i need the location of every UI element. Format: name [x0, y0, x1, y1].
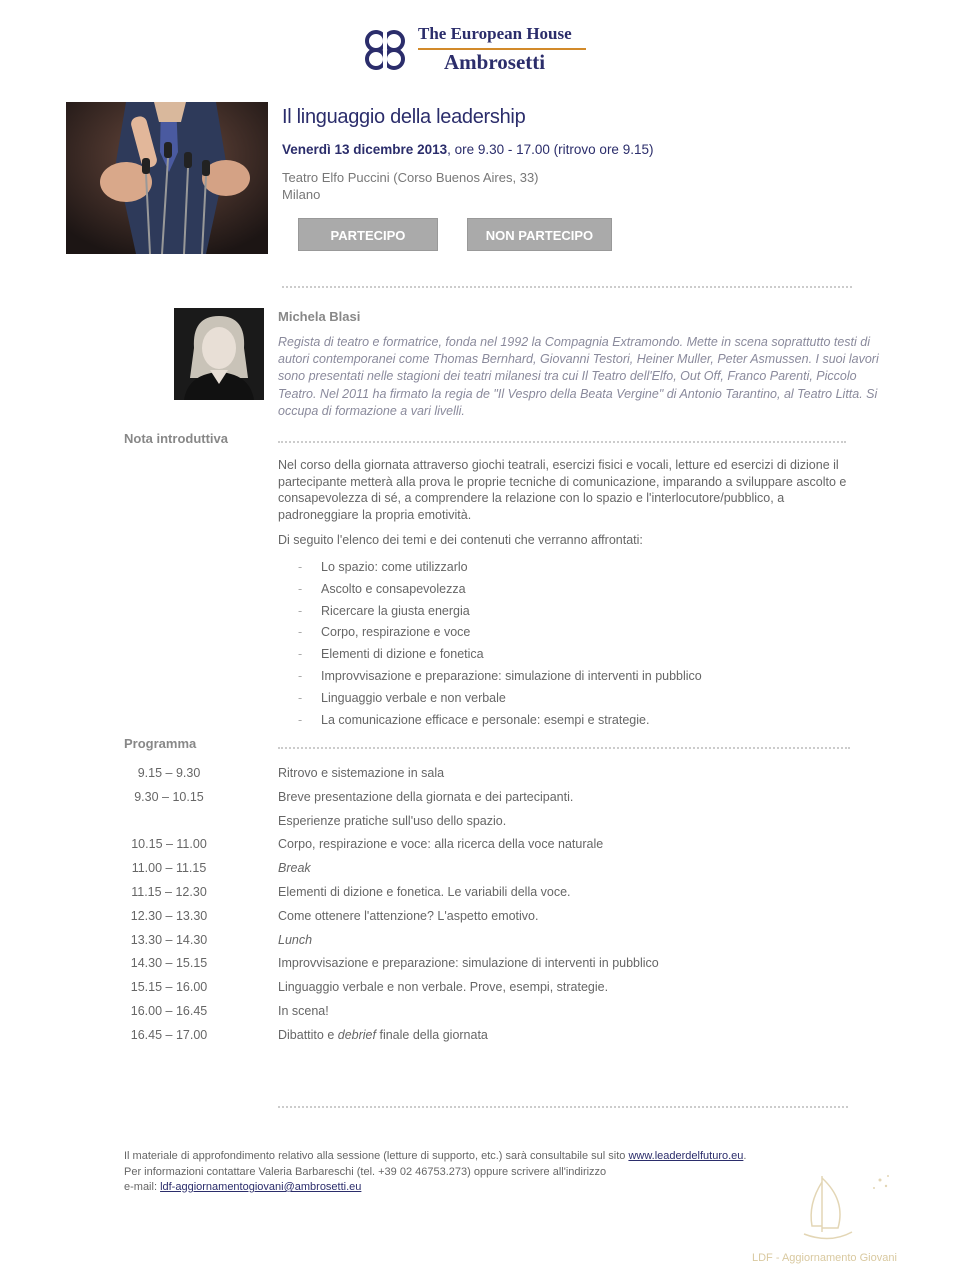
- sailboat-icon: [800, 1170, 910, 1250]
- ambrosetti-logo-icon: [362, 28, 412, 72]
- topic-label: Lo spazio: come utilizzarlo: [321, 560, 468, 574]
- schedule-time: 9.15 – 9.30: [137, 766, 201, 780]
- speaker-photo: [174, 308, 264, 400]
- schedule-row: [124, 980, 884, 1004]
- topic-item: [298, 688, 702, 710]
- schedule-activity: Improvvisazione e preparazione: simulazione di interventi in pubblico: [278, 956, 659, 971]
- topic-label: Linguaggio verbale e non verbale: [321, 690, 506, 705]
- footer-contact-text: Per informazioni contattare Valeria Barbareschi (tel. +39 02 46753.273) oppure scrivere all'indirizzo: [124, 1165, 607, 1178]
- divider-bottom: [278, 1106, 848, 1108]
- schedule-time: 9.30 – 10.15: [134, 789, 204, 804]
- schedule-time: 10.15 – 11.00: [131, 837, 207, 852]
- topic-label: Ricercare la giusta energia: [321, 603, 470, 618]
- schedule-row: [124, 766, 884, 790]
- schedule-row: [124, 933, 884, 957]
- intro-label: Nota introduttiva: [124, 431, 228, 446]
- intro-lead: Di seguito l'elenco dei temi e dei contenuti che verranno affrontati:: [278, 533, 643, 547]
- topic-item: [298, 666, 702, 688]
- dash-bullet: -: [298, 625, 303, 640]
- footer-email-label: e-mail:: [124, 1181, 161, 1193]
- footer-materials-end: .: [743, 1150, 747, 1162]
- divider-intro: [278, 441, 846, 443]
- event-title: Il linguaggio della leadership: [282, 106, 526, 128]
- topics-list: [298, 557, 702, 731]
- schedule-activity: Corpo, respirazione e voce: alla ricerca della voce naturale: [278, 837, 604, 852]
- divider-program: [278, 747, 850, 749]
- footer-site-link[interactable]: www.leaderdelfuturo.eu: [628, 1150, 744, 1162]
- program-label: Programma: [124, 736, 197, 751]
- schedule-table: [124, 766, 884, 1052]
- schedule-row: [124, 885, 884, 909]
- schedule-activity: Come ottenere l'attenzione? L'aspetto emotivo.: [278, 908, 539, 923]
- schedule-time: 12.30 – 13.30: [130, 908, 208, 923]
- footer-materials-text: Il materiale di approfondimento relativo alla sessione (letture di supporto, etc.) sarà consultabile sul sito: [124, 1150, 629, 1162]
- topic-item: [298, 601, 702, 623]
- event-venue: Teatro Elfo Puccini (Corso Buenos Aires, 33): [282, 170, 539, 185]
- ambrosetti-logo: [362, 24, 592, 76]
- schedule-row: [124, 909, 884, 933]
- speaker-name: Michela Blasi: [278, 309, 361, 324]
- footer-info: [124, 1149, 844, 1196]
- schedule-time: 11.15 – 12.30: [131, 884, 207, 899]
- dash-bullet: -: [298, 581, 303, 596]
- event-city: Milano: [282, 187, 321, 202]
- schedule-time: 16.45 – 17.00: [130, 1027, 208, 1042]
- dash-bullet: -: [298, 712, 303, 727]
- schedule-activity: Esperienze pratiche sull'uso dello spazio.: [278, 813, 507, 828]
- dash-bullet: -: [298, 690, 303, 705]
- logo-line1: The European House: [418, 24, 572, 43]
- schedule-activity: [278, 1028, 488, 1042]
- schedule-activity: In scena!: [278, 1003, 329, 1018]
- schedule-row: [124, 837, 884, 861]
- dash-bullet: -: [298, 603, 303, 618]
- dash-bullet: -: [298, 668, 303, 683]
- event-photo: [66, 102, 268, 254]
- footer-email-link[interactable]: ldf-aggiornamentogiovani@ambrosetti.eu: [160, 1181, 362, 1193]
- schedule-row: [124, 861, 884, 885]
- divider-top: [282, 286, 852, 288]
- schedule-activity: Lunch: [278, 932, 313, 947]
- event-date-time: , ore 9.30 - 17.00 (ritrovo ore 9.15): [447, 142, 654, 157]
- topic-label: La comunicazione efficace e personale: esempi e strategie.: [321, 712, 650, 727]
- topic-label: Improvvisazione e preparazione: simulazione di interventi in pubblico: [321, 668, 702, 683]
- event-date-day: Venerdì 13 dicembre 2013: [282, 142, 448, 157]
- schedule-activity: Elementi di dizione e fonetica. Le variabili della voce.: [278, 884, 571, 899]
- schedule-activity: Breve presentazione della giornata e dei partecipanti.: [278, 789, 574, 804]
- schedule-activity: Linguaggio verbale e non verbale. Prove, esempi, strategie.: [278, 980, 609, 995]
- topic-label: Ascolto e consapevolezza: [321, 581, 466, 596]
- non-partecipo-button[interactable]: NON PARTECIPO: [467, 218, 612, 251]
- schedule-time: 11.00 – 11.15: [131, 861, 207, 876]
- schedule-time: 15.15 – 16.00: [130, 980, 208, 995]
- schedule-time: 16.00 – 16.45: [130, 1003, 208, 1018]
- dash-bullet: -: [298, 560, 303, 574]
- event-date: [282, 142, 653, 157]
- topic-label: Elementi di dizione e fonetica: [321, 647, 484, 662]
- logo-line2: Ambrosetti: [444, 50, 546, 74]
- schedule-time: 14.30 – 15.15: [130, 956, 208, 971]
- partecipo-button[interactable]: PARTECIPO: [298, 218, 438, 251]
- schedule-row: [124, 814, 884, 838]
- schedule-row: [124, 1004, 884, 1028]
- schedule-activity-part: debrief: [337, 1027, 376, 1042]
- schedule-row: [124, 956, 884, 980]
- intro-text: Nel corso della giornata attraverso giochi teatrali, esercizi fisici e vocali, letture ed esercizi di dizione il partecipante metterà alla prova le proprie tecniche di comunicazione, imparando a sviluppare ascolto e consapevolezza di sé, a comprendere la relazione con lo spazio e l'interlocutore/pubblico, a padroneggiare la propria emotività.: [278, 458, 847, 522]
- topic-item: [298, 579, 702, 601]
- schedule-activity-part: Dibattito e: [278, 1027, 338, 1042]
- speaker-bio: Regista di teatro e formatrice, fonda nel 1992 la Compagnia Extramondo. Mette in scena soprattutto testi di autori contemporanei come Thomas Bernhard, Giovanni Testori, Heiner Muller, Peter Asmussen. I suoi lavori sono presentati nelle stagioni dei teatri milanesi tra cui Il Teatro dell'Elfo, Out Off, Franco Parenti, Piccolo Teatro. Nel 2011 ha firmato la regia de "Il Vespro della Beata Vergine" di Antonio Tarantino, al Teatro Litta. Si occupa di formazione a vari livelli.: [278, 335, 879, 418]
- schedule-activity: Ritrovo e sistemazione in sala: [278, 766, 445, 780]
- topic-item: [298, 710, 702, 732]
- schedule-activity-part: finale della giornata: [376, 1027, 488, 1042]
- dash-bullet: -: [298, 647, 303, 662]
- topic-label: Corpo, respirazione e voce: [321, 625, 471, 640]
- brand-text: LDF - Aggiornamento Giovani: [752, 1252, 897, 1264]
- schedule-row: [124, 790, 884, 814]
- topic-item: [298, 557, 702, 579]
- schedule-time: 13.30 – 14.30: [130, 932, 208, 947]
- topic-item: [298, 622, 702, 644]
- schedule-row: [124, 1028, 884, 1052]
- topic-item: [298, 644, 702, 666]
- schedule-activity: Break: [278, 861, 311, 876]
